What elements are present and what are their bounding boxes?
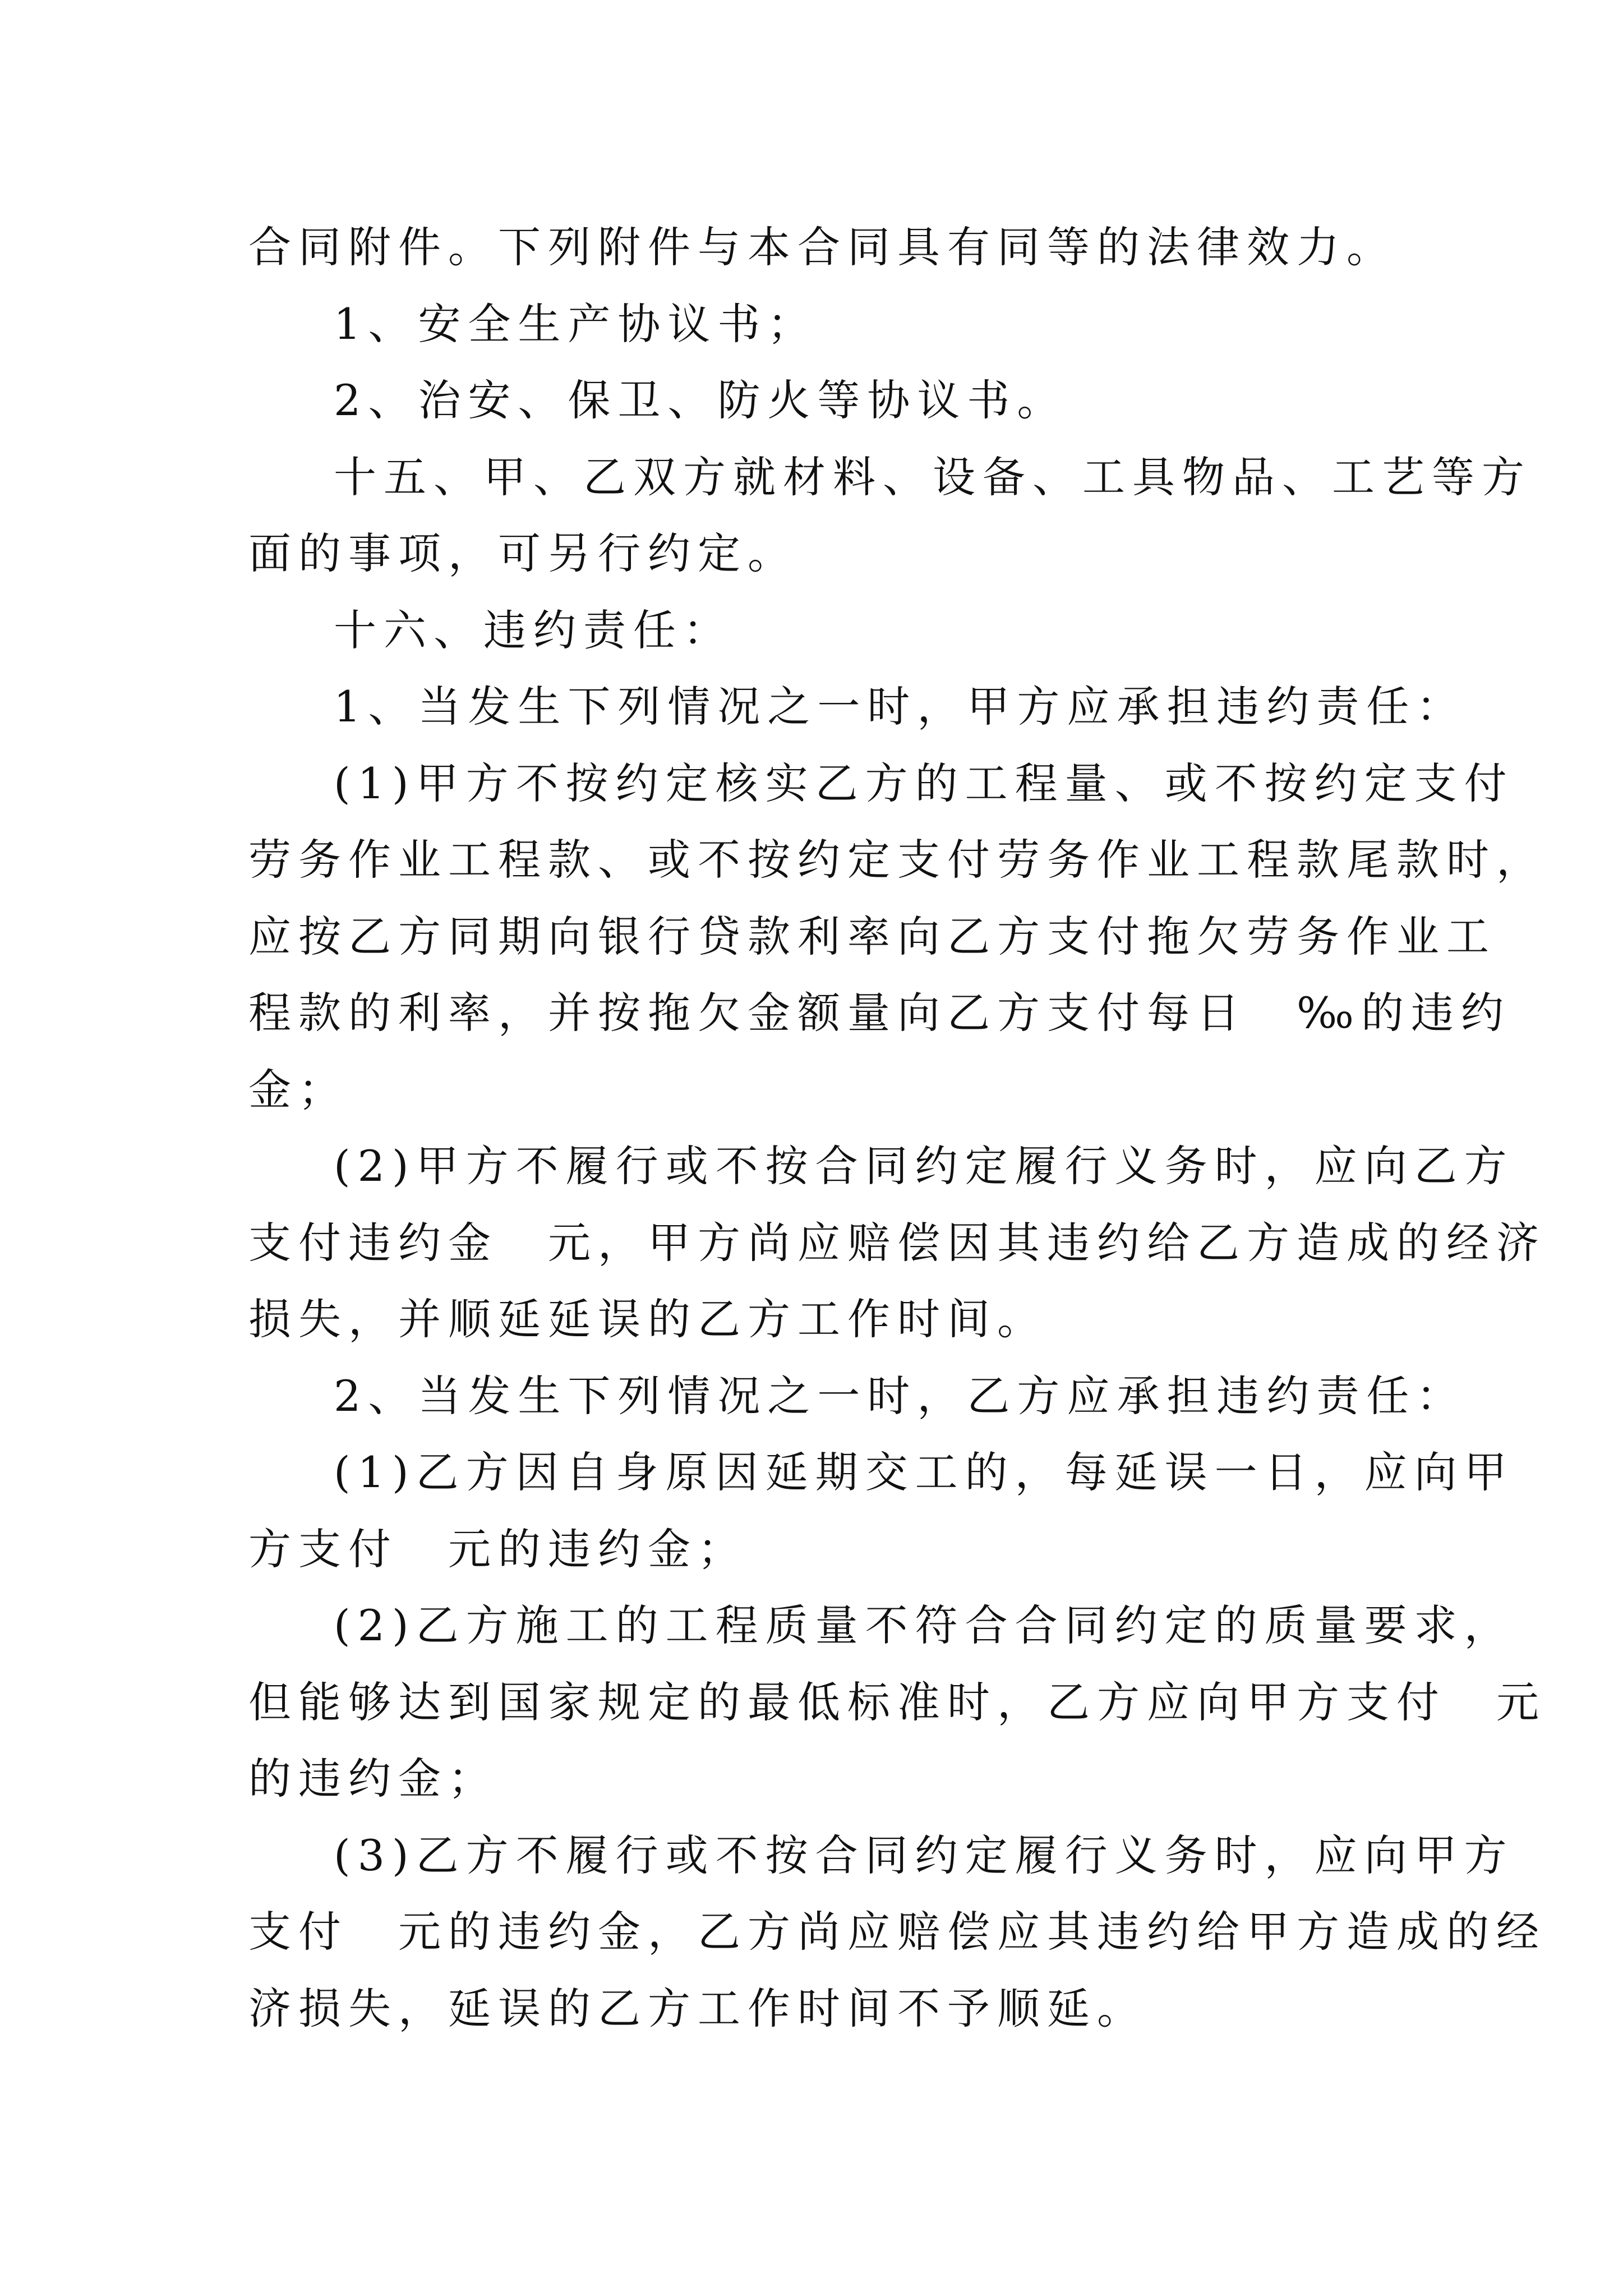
text-line: 支付 元的违约金，乙方尚应赔偿应其违约给甲方造成的经 [248, 1907, 1546, 1957]
text-line: 合同附件。下列附件与本合同具有同等的法律效力。 [248, 222, 1396, 272]
text-line: 但能够达到国家规定的最低标准时，乙方应向甲方支付 元 [248, 1677, 1546, 1727]
text-line: 方支付 元的违约金； [248, 1524, 748, 1574]
text-line: 程款的利率，并按拖欠金额量向乙方支付每日 ‰的违约 [248, 988, 1511, 1038]
text-line: 1、安全生产协议书； [334, 298, 818, 349]
text-line: 1、当发生下列情况之一时，甲方应承担违约责任： [334, 682, 1467, 731]
text-line: 损失，并顺延延误的乙方工作时间。 [248, 1294, 1047, 1344]
text-line: (2)甲方不履行或不按合同约定履行义务时，应向乙方 [334, 1141, 1514, 1191]
text-line: (1)乙方因自身原因延期交工的，每延误一日，应向甲 [334, 1447, 1514, 1497]
text-line: 的违约金； [248, 1754, 498, 1803]
text-line: 金； [248, 1064, 348, 1115]
text-line: 十五、甲、乙双方就材料、设备、工具物品、工艺等方 [334, 452, 1532, 502]
text-line: 劳务作业工程款、或不按约定支付劳务作业工程款尾款时， [248, 835, 1546, 885]
text-line: 2、当发生下列情况之一时，乙方应承担违约责任： [334, 1370, 1467, 1421]
text-line: (2)乙方施工的工程质量不符合合同约定的质量要求， [334, 1600, 1514, 1650]
text-line: 支付违约金 元，甲方尚应赔偿因其违约给乙方造成的经济 [248, 1217, 1546, 1268]
text-line: 面的事项，可另行约定。 [248, 528, 797, 578]
text-line: 十六、违约责任： [334, 605, 733, 655]
text-line: 2、治安、保卫、防火等协议书。 [334, 375, 1067, 425]
contract-body-text [248, 209, 1546, 2047]
text-line: (3)乙方不履行或不按合同约定履行义务时，应向甲方 [334, 1830, 1514, 1880]
text-line: (1)甲方不按约定核实乙方的工程量、或不按约定支付 [334, 758, 1514, 808]
text-line: 济损失，延误的乙方工作时间不予顺延。 [248, 1983, 1147, 2033]
text-line: 应按乙方同期向银行贷款利率向乙方支付拖欠劳务作业工 [248, 911, 1496, 961]
